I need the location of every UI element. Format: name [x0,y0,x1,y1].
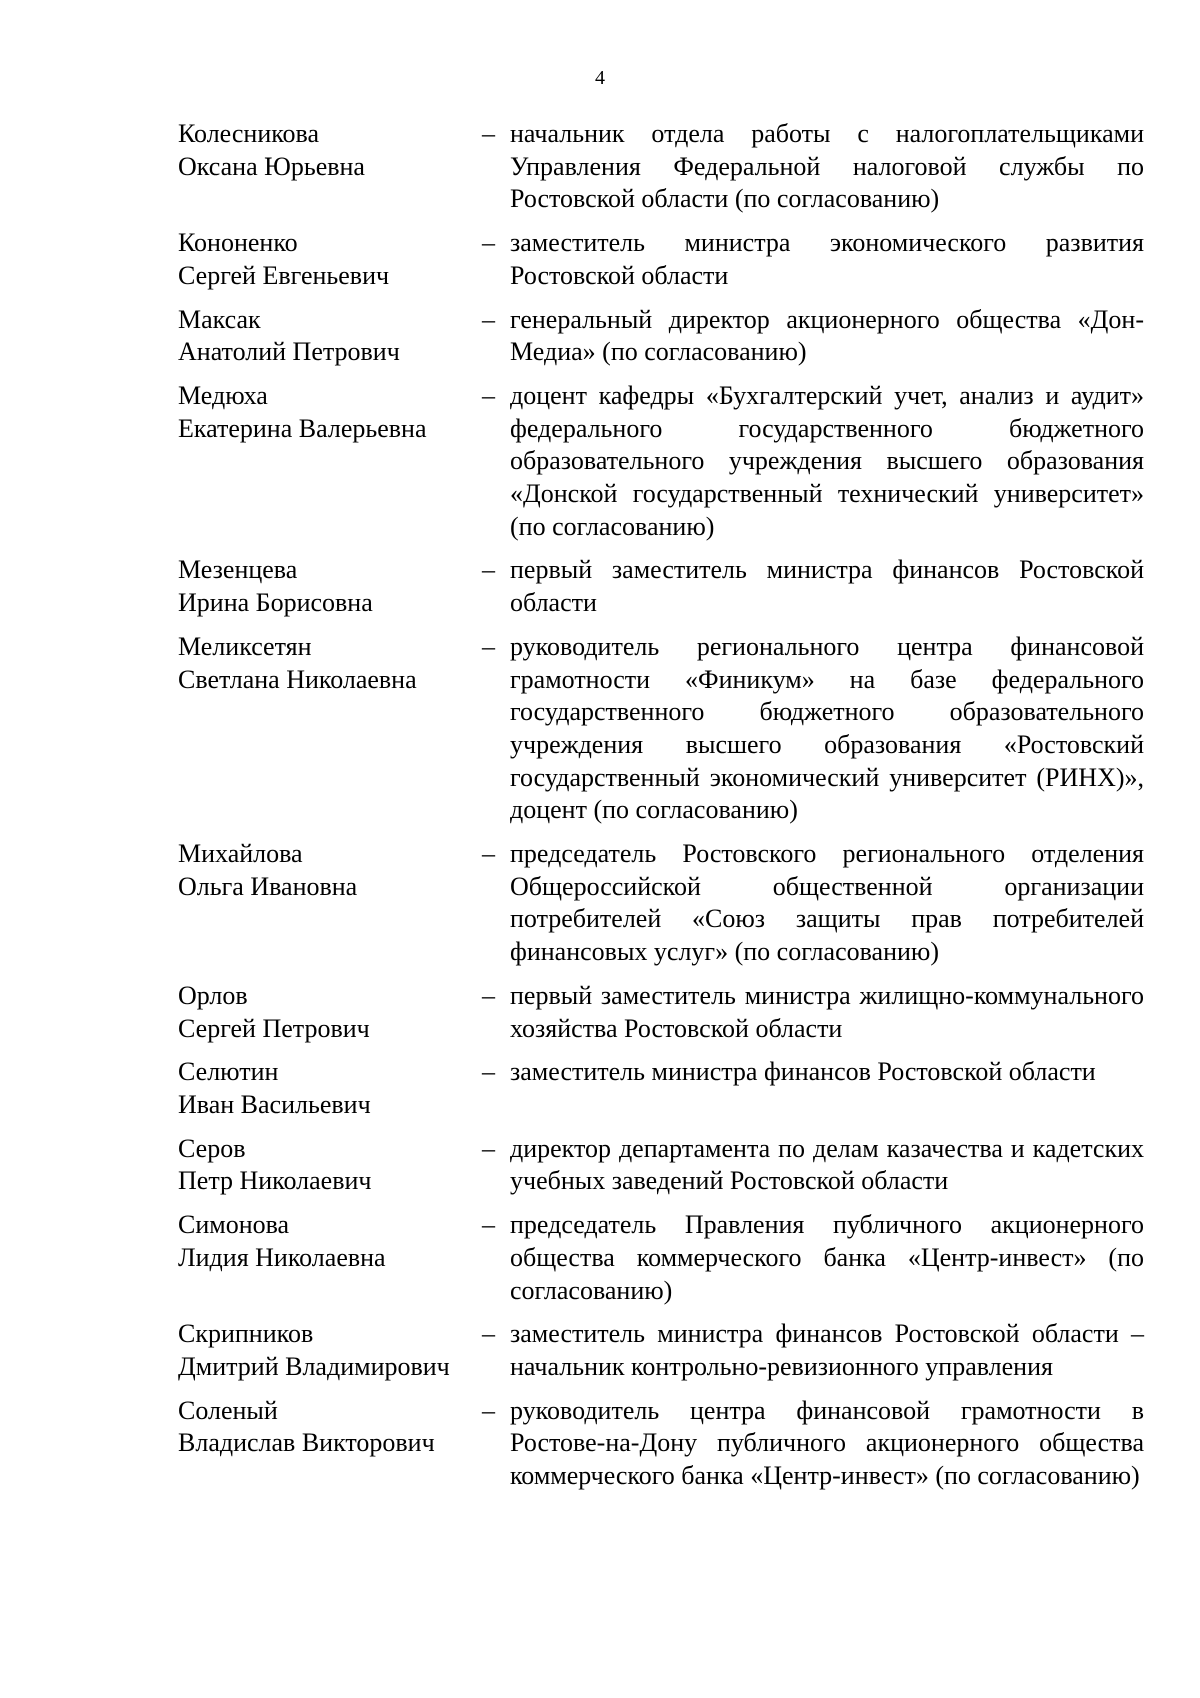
member-name [178,1209,482,1274]
member-entry [178,1056,1144,1121]
member-name [178,1133,482,1198]
member-entry [178,631,1144,827]
member-given-names: Петр Николаевич [178,1166,372,1196]
member-surname: Симонова [178,1210,290,1240]
member-surname: Мезенцева [178,555,298,585]
member-surname: Серов [178,1133,246,1163]
member-surname: Михайлова [178,839,303,869]
member-position: руководитель регионального центра финансовой грамотности «Финикум» на базе федерального государственного бюджетного образовательного учреждения высшего образования «Ростовский государственный экономический университет (РИНХ)», доцент (по согласованию) [510,631,1144,825]
member-surname: Кононенко [178,228,298,258]
dash-separator: – [482,119,495,148]
member-position: генеральный директор акционерного общества «Дон-Медиа» (по согласованию) [510,304,1144,367]
dash-separator: – [482,839,495,869]
dash-separator: – [482,1395,495,1425]
dash-separator: – [482,1057,495,1087]
member-name [178,838,482,903]
member-name [178,631,482,696]
member-entry [178,380,1144,544]
member-surname: Скрипников [178,1319,314,1349]
member-given-names: Сергей Евгеньевич [178,260,390,290]
member-given-names: Ольга Ивановна [178,871,358,901]
member-entry [178,554,1144,619]
member-given-names: Ирина Борисовна [178,588,373,618]
dash-separator: – [482,228,495,258]
member-entry [178,1318,1144,1383]
member-position: директор департамента по делам казачества и кадетских учебных заведений Ростовской области [510,1133,1144,1196]
member-surname: Медюха [178,380,268,410]
member-name [178,1056,482,1121]
dash-separator: – [482,1210,495,1240]
member-entry [178,1395,1144,1493]
member-given-names: Владислав Викторович [178,1428,435,1458]
dash-separator: – [482,1133,495,1163]
member-given-names: Лидия Николаевна [178,1242,386,1272]
dash-separator: – [482,631,495,661]
member-position: заместитель министра финансов Ростовской области [510,1057,1096,1087]
member-given-names: Иван Васильевич [178,1089,371,1119]
member-name [178,304,482,369]
member-position: заместитель министра финансов Ростовской области – начальник контрольно-ревизионного управления [510,1319,1144,1381]
member-name [178,1395,482,1460]
member-surname: Меликсетян [178,631,312,661]
member-position: доцент кафедры «Бухгалтерский учет, анализ и аудит» федерального государственного бюджетного образовательного учреждения высшего образования «Донской государственный технический университет» (по согласованию) [510,380,1144,541]
member-entry [178,980,1144,1045]
member-entry [178,1209,1144,1307]
member-entry [178,118,1144,216]
member-surname: Орлов [178,980,248,1010]
member-position: первый заместитель министра жилищно-коммунального хозяйства Ростовской области [510,980,1144,1043]
members-list [178,118,1144,1504]
member-given-names: Анатолий Петрович [178,337,400,367]
member-entry [178,227,1144,292]
dash-separator: – [482,304,495,334]
member-position: начальник отдела работы с налогоплательщиками Управления Федеральной налоговой службы по Ростовской области (по согласованию) [510,119,1144,214]
member-surname: Соленый [178,1395,278,1425]
dash-separator: – [482,980,495,1010]
member-name [178,980,482,1045]
member-surname: Селютин [178,1057,279,1087]
member-surname: Максак [178,304,261,334]
member-entry [178,304,1144,369]
member-position: председатель Правления публичного акционерного общества коммерческого банка «Центр-инвест» (по согласованию) [510,1210,1144,1305]
member-entry [178,1133,1144,1198]
member-surname: Колесникова [178,119,320,148]
member-name [178,1318,482,1383]
member-name [178,227,482,292]
member-position: первый заместитель министра финансов Ростовской области [510,555,1144,618]
member-name [178,554,482,619]
member-position: руководитель центра финансовой грамотности в Ростове-на-Дону публичного акционерного общества коммерческого банка «Центр-инвест» (по согласованию) [510,1395,1144,1491]
member-given-names: Сергей Петрович [178,1013,370,1043]
member-given-names: Дмитрий Владимирович [178,1351,450,1381]
member-given-names: Оксана Юрьевна [178,151,365,181]
member-position: председатель Ростовского регионального отделения Общероссийской общественной организации потребителей «Союз защиты прав потребителей финансовых услуг» (по согласованию) [510,839,1144,967]
dash-separator: – [482,380,495,410]
page-number: 4 [595,67,605,89]
member-name [178,118,482,183]
member-given-names: Екатерина Валерьевна [178,413,427,443]
dash-separator: – [482,1319,495,1349]
member-given-names: Светлана Николаевна [178,664,417,694]
dash-separator: – [482,555,495,585]
member-entry [178,838,1144,969]
member-position: заместитель министра экономического развития Ростовской области [510,228,1144,290]
member-name [178,380,482,445]
